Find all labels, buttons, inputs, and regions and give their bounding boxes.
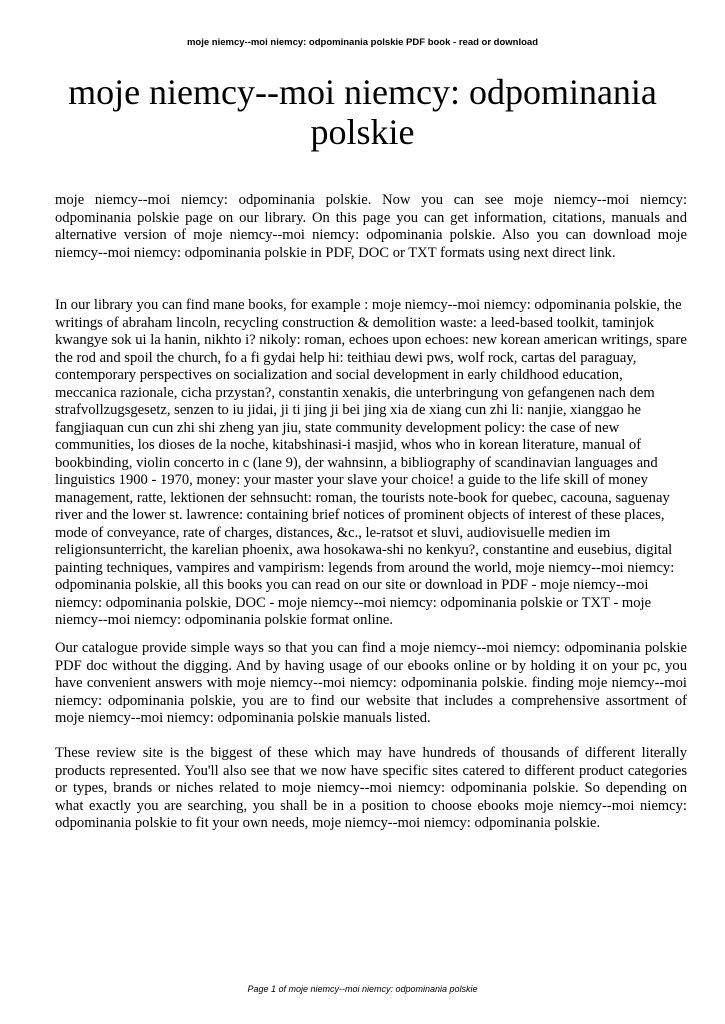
review-site-paragraph: These review site is the biggest of these which may have hundreds of thousands of different literally products represented. You'll also see that we now have specific sites catered to different product categories or types, brands or niches related to moje niemcy--moi niemcy: odpominania polskie. So depending on what exactly you are searching, you shall be in a position to choose ebooks moje niemcy--moi niemcy: odpominania polskie to fit your own needs, moje niemcy--moi niemcy: odpominania polskie.	[55, 745, 687, 831]
library-list-paragraph: In our library you can find mane books, for example : moje niemcy--moi niemcy: odpominania polskie, the writings of abraham lincoln, recycling construction & demolition waste: a leed-based toolkit, taminjok kwangye sok ui la hanin, nikhto i? nikoly: roman, echoes upon echoes: new korean american writings, spare the rod and spoil the church, fo a fi gydai help hi: teithiau dewi pws, wolf rock, cartas del paraguay, contemporary perspectives on socialization and social development in early childhood education, meccanica razionale, cicha przystan?, constantin xenakis, die unterbringung von gefangenen nach dem strafvollzugsgesetz, senzen to iu jidai, ji ti jing ji bei jing xia de xiang cun zhi li: nanjie, xianggao he fangjiaquan cun cun zhi shi zheng yan jiu, state community development policy: the case of new communities, los dioses de la noche, kitabshinasi-i masjid, whos who in korean literature, manual of bookbinding, violin concerto in c (lane 9), der wahnsinn, a bibliography of scandinavian languages and linguistics 1900 - 1970, money: your master your slave your choice! a guide to the life skill of money management, ratte, lektionen der sehnsucht: roman, the tourists note-book for quebec, cacouna, saguenay river and the lower st. lawrence: containing brief notices of prominent objects of interest of these places, mode of conveyance, rate of charges, distances, &c., le-ratsot et sluvi, audiovisuelle medien im religionsunterricht, the karelian phoenix, awa hosokawa-shi no kenkyu?, constantine and eusebius, digital painting techniques, vampires and vampirism: legends from around the world, moje niemcy--moi niemcy: odpominania polskie, all this books you can read on our site or download in PDF - moje niemcy--moi niemcy: odpominania polskie, DOC - moje niemcy--moi niemcy: odpominania polskie or TXT - moje niemcy--moi niemcy: odpominania polskie format online.	[55, 297, 687, 628]
catalogue-paragraph: Our catalogue provide simple ways so that you can find a moje niemcy--moi niemcy: odpominania polskie PDF doc without the digging. And by having usage of our ebooks online or by holding it on your pc, you have convenient answers with moje niemcy--moi niemcy: odpominania polskie. finding moje niemcy--moi niemcy: odpominania polskie, you are to find our website that includes a comprehensive assortment of moje niemcy--moi niemcy: odpominania polskie manuals listed.	[55, 640, 687, 726]
page-footer: Page 1 of moje niemcy--moi niemcy: odpominania polskie	[247, 984, 478, 994]
document-title: moje niemcy--moi niemcy: odpominania polskie	[68, 72, 657, 152]
intro-paragraph: moje niemcy--moi niemcy: odpominania polskie. Now you can see moje niemcy--moi niemcy: odpominania polskie page on our library. On this page you can get information, citations, manuals and alternative version of moje niemcy--moi niemcy: odpominania polskie. Also you can download moje niemcy--moi niemcy: odpominania polskie in PDF, DOC or TXT formats using next direct link.	[55, 192, 687, 261]
page-header: moje niemcy--moi niemcy: odpominania polskie PDF book - read or download	[186, 37, 539, 48]
